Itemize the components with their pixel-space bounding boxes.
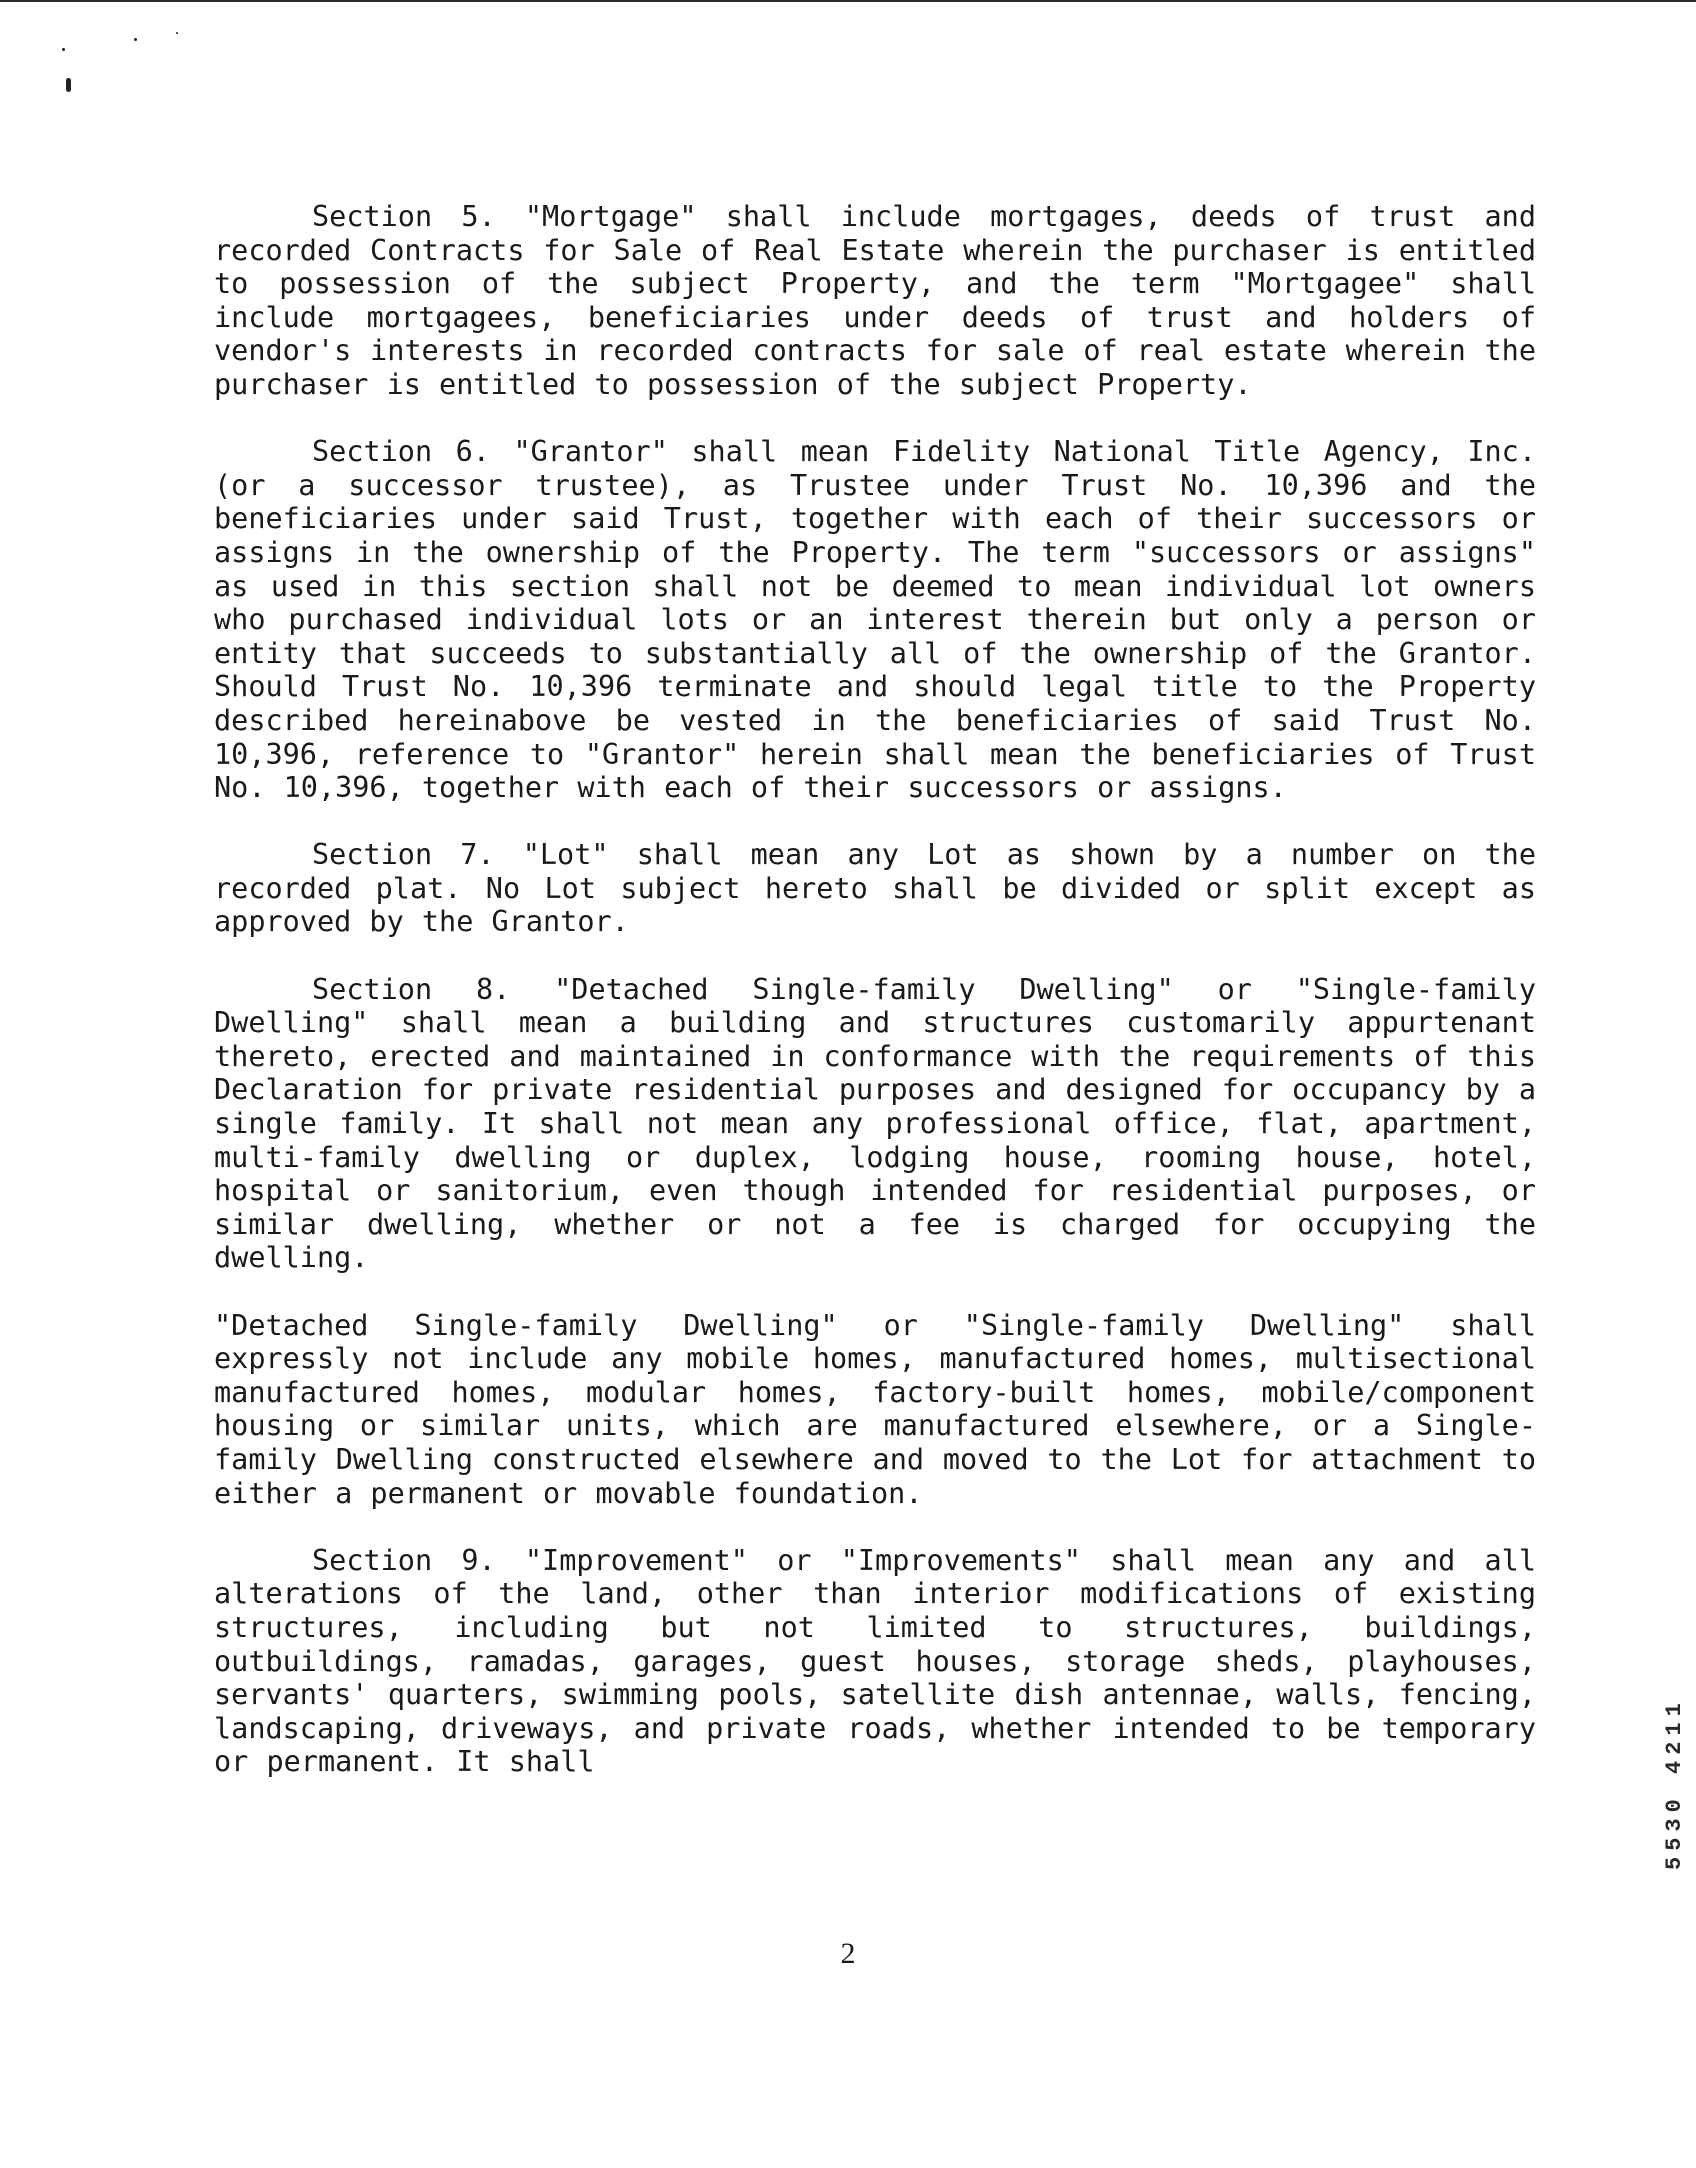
section-9-paragraph: Section 9. "Improvement" or "Improvements" shall mean any and all alterations of the land, other than interior modifications of existing structures, including but not limited to structures, buildings, outbuildings, ramadas, garages, guest houses, storage sheds, playhouses, servants' quarters, swimming pools, satellite dish antennae, walls, fencing, landscaping, driveways, and private roads, whether intended to be temporary or permanent. It shall [214, 1543, 1536, 1779]
scan-speck [62, 48, 65, 51]
section-8-paragraph: Section 8. "Detached Single-family Dwelling" or "Single-family Dwelling" shall mean a building and structures customarily appurtenant thereto, erected and maintained in conformance with the requirements of this Declaration for private residential purposes and designed for occupancy by a single family. It shall not mean any professional office, flat, apartment, multi-family dwelling or duplex, lodging house, rooming house, hotel, hospital or sanitorium, even though intended for residential purposes, or similar dwelling, whether or not a fee is charged for occupying the dwelling. [214, 972, 1536, 1275]
section-8-continuation-paragraph: "Detached Single-family Dwelling" or "Single-family Dwelling" shall expressly not include any mobile homes, manufactured homes, multisectional manufactured homes, modular homes, factory-built homes, mobile/component housing or similar units, which are manufactured elsewhere, or a Single-family Dwelling constructed elsewhere and moved to the Lot for attachment to either a permanent or movable foundation. [214, 1308, 1536, 1510]
section-6-paragraph: Section 6. "Grantor" shall mean Fidelity National Title Agency, Inc. (or a successor trustee), as Trustee under Trust No. 10,396 and the beneficiaries under said Trust, together with each of their successors or assigns in the ownership of the Property. The term "successors or assigns" as used in this section shall not be deemed to mean individual lot owners who purchased individual lots or an interest therein but only a person or entity that succeeds to substantially all of the ownership of the Grantor. Should Trust No. 10,396 terminate and should legal title to the Property described hereinabove be vested in the beneficiaries of said Trust No. 10,396, reference to "Grantor" herein shall mean the beneficiaries of Trust No. 10,396, together with each of their successors or assigns. [214, 435, 1536, 805]
scan-speck [176, 32, 178, 34]
document-body [214, 200, 1536, 1813]
scan-speck [66, 78, 71, 92]
scan-speck [134, 38, 137, 41]
page-number: 2 [840, 1937, 856, 1970]
margin-recording-stamp [1662, 1580, 1688, 1870]
margin-stamp-text: 5530 4211 [1662, 1697, 1687, 1870]
scan-top-edge [0, 0, 1696, 2]
section-7-paragraph: Section 7. "Lot" shall mean any Lot as shown by a number on the recorded plat. No Lot subject hereto shall be divided or split except as approved by the Grantor. [214, 838, 1536, 939]
section-5-paragraph: Section 5. "Mortgage" shall include mortgages, deeds of trust and recorded Contracts for Sale of Real Estate wherein the purchaser is entitled to possession of the subject Property, and the term "Mortgagee" shall include mortgagees, beneficiaries under deeds of trust and holders of vendor's interests in recorded contracts for sale of real estate wherein the purchaser is entitled to possession of the subject Property. [214, 200, 1536, 401]
